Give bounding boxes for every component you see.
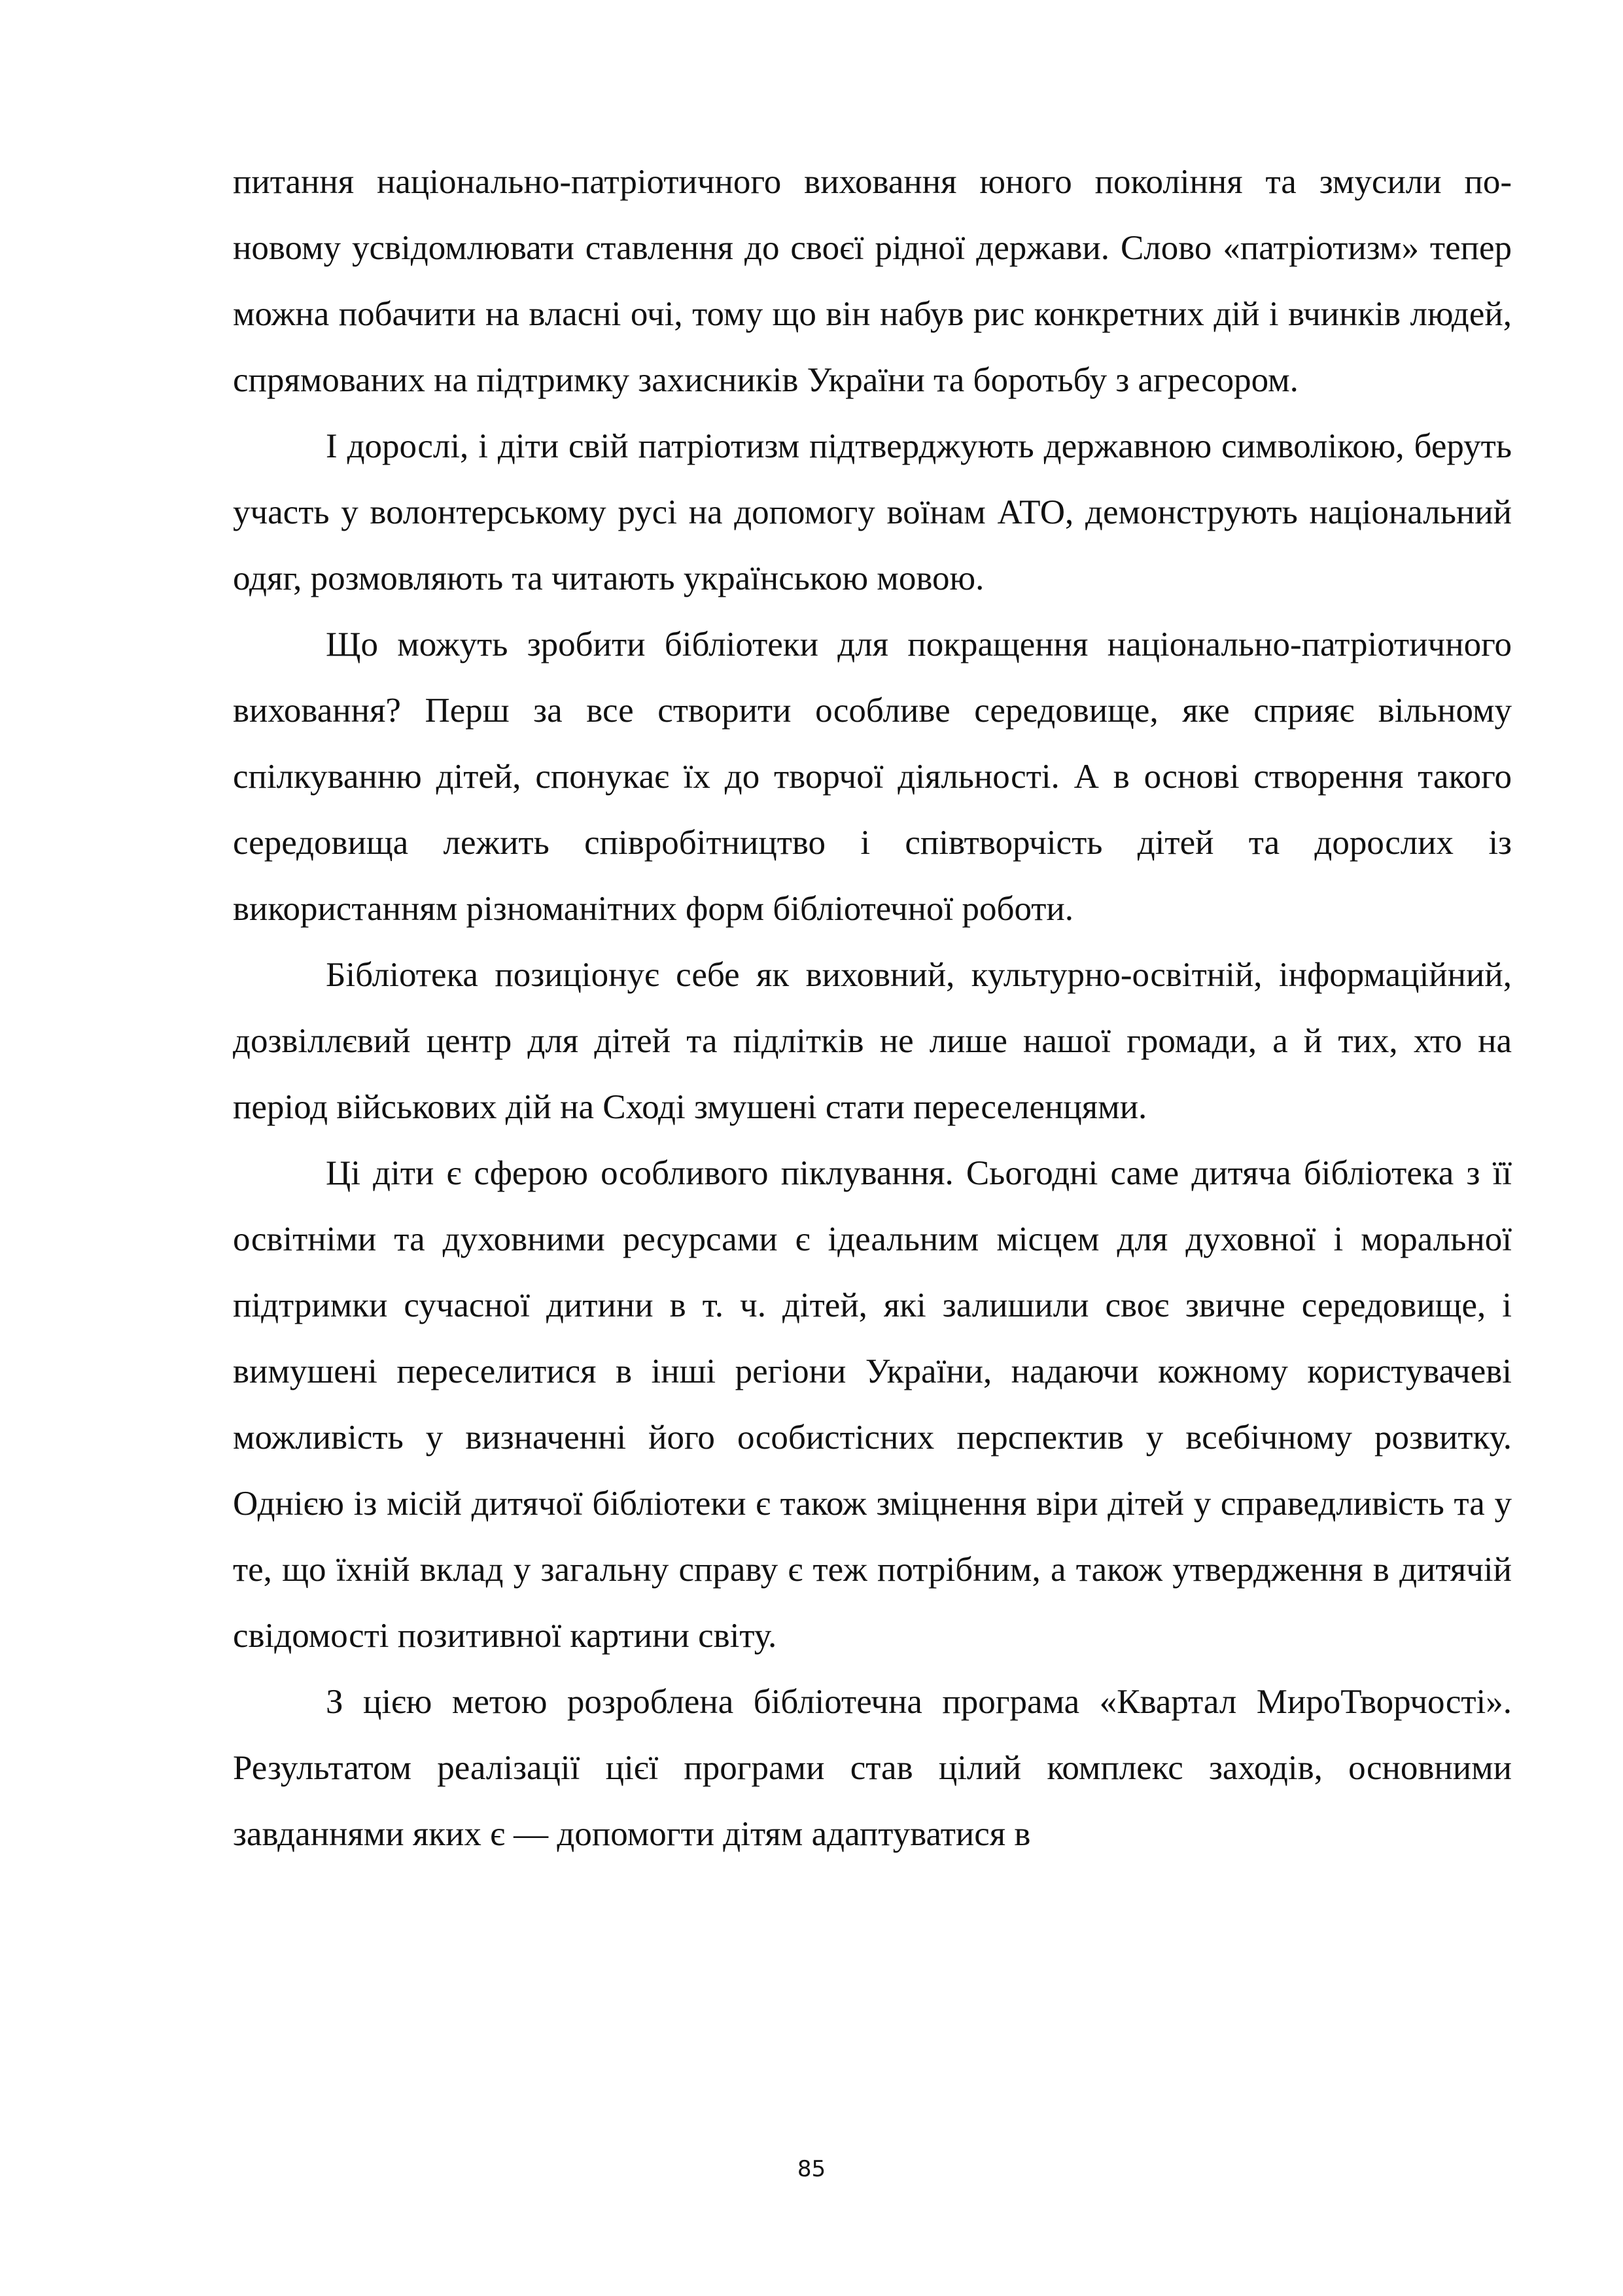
paragraph-4: Бібліотека позиціонує себе як виховний, культурно-освітній, інформаційний, дозвіллєвий центр для дітей та підлітків не лише нашої громади, а й тих, хто на період військових дій на Сході змушені стати переселенцями. xyxy=(233,956,1512,1126)
paragraph-6: З цією метою розроблена бібліотечна програма «Квартал МироТворчості». Результатом реалізації цієї програми став цілий комплекс заходів, основними завданнями яких є — допомогти дітям адаптуватися в xyxy=(233,1683,1512,1853)
paragraph-1: питання національно-патріотичного виховання юного покоління та змусили по-новому усвідомлювати ставлення до своєї рідної держави. Слово «патріотизм» тепер можна побачити на власні очі, тому що він набув рис конкретних дій і вчинків людей, спрямованих на підтримку захисників України та боротьбу з агресором. xyxy=(233,163,1512,399)
paragraph-2: І дорослі, і діти свій патріотизм підтверджують державною символікою, беруть участь у волонтерському русі на допомогу воїнам АТО, демонструють національний одяг, розмовляють та читають українською мовою. xyxy=(233,427,1512,597)
paragraph-3: Що можуть зробити бібліотеки для покращення національно-патріотичного виховання? Перш за все створити особливе середовище, яке сприяє вільному спілкуванню дітей, спонукає їх до творчої діяльності. А в основі створення такого середовища лежить співробітництво і співтворчість дітей та дорослих із використанням різноманітних форм бібліотечної роботи. xyxy=(233,626,1512,928)
body-text xyxy=(233,149,1512,1867)
page-number: 85 xyxy=(797,2156,826,2182)
paragraph-5: Ці діти є сферою особливого піклування. Сьогодні саме дитяча бібліотека з її освітніми та духовними ресурсами є ідеальним місцем для духовної і моральної підтримки сучасної дитини в т. ч. дітей, які залишили своє звичне середовище, і вимушені переселитися в інші регіони України, надаючи кожному користувачеві можливість у визначенні його особистісних перспектив у всебічному розвитку. Однією із місій дитячої бібліотеки є також зміцнення віри дітей у справедливість та у те, що їхній вклад у загальну справу є теж потрібним, а також утвердження в дитячій свідомості позитивної картини світу. xyxy=(233,1154,1512,1655)
